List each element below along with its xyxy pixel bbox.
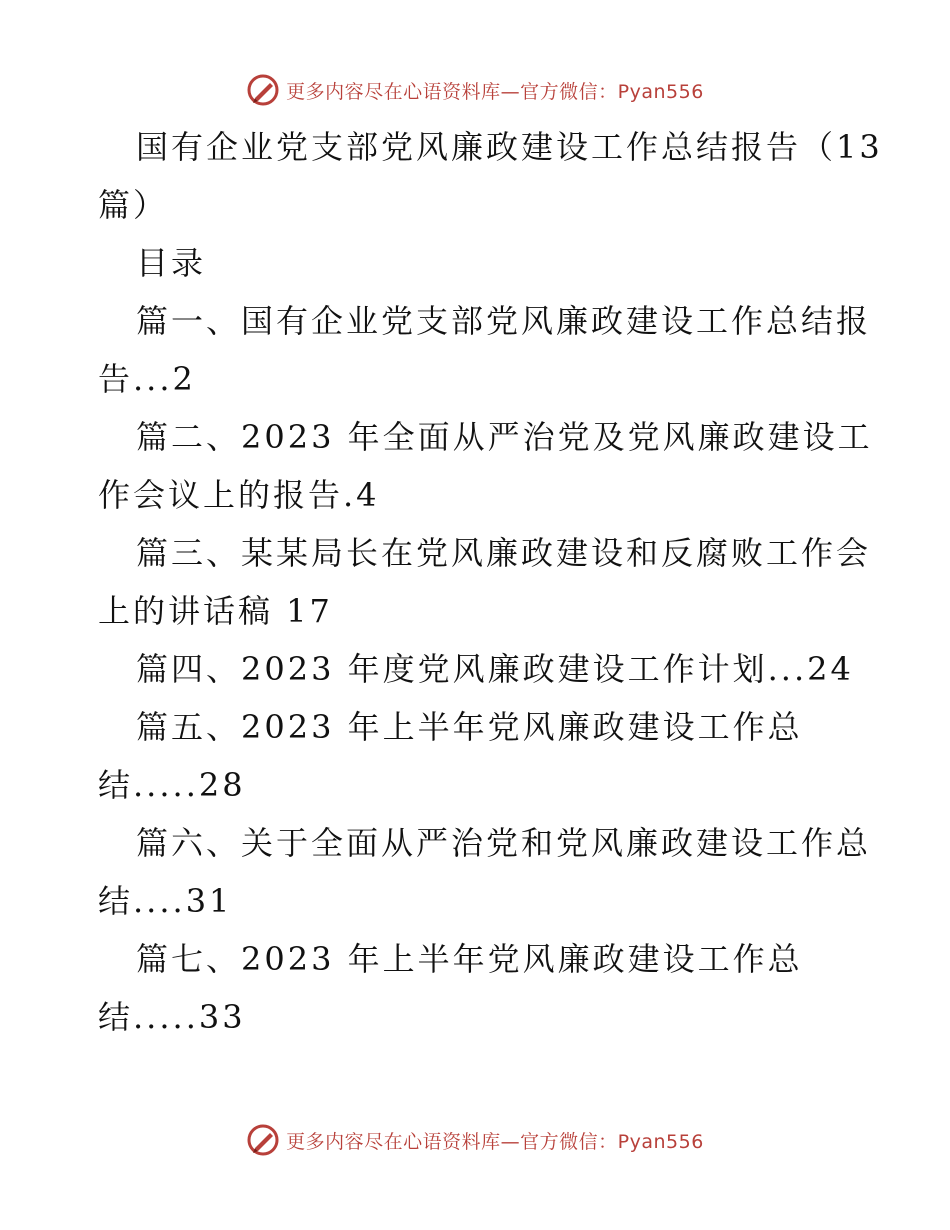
header-watermark bbox=[0, 70, 950, 110]
document-line: 结.....28 bbox=[98, 766, 246, 804]
document-line: 篇六、关于全面从严治党和党风廉政建设工作总 bbox=[136, 824, 872, 862]
document-line: 告...2 bbox=[98, 360, 196, 398]
document-body bbox=[98, 118, 883, 1046]
document-line: 篇五、2023 年上半年党风廉政建设工作总 bbox=[136, 708, 803, 746]
pen-seal-logo-icon bbox=[246, 1123, 280, 1157]
document-line: 国有企业党支部党风廉政建设工作总结报告（13 bbox=[136, 128, 883, 166]
watermark-text: 更多内容尽在心语资料库—官方微信：Pyan556 bbox=[286, 80, 704, 103]
document-line: 结.....33 bbox=[98, 998, 246, 1036]
watermark-text: 更多内容尽在心语资料库—官方微信：Pyan556 bbox=[286, 1130, 704, 1153]
document-line: 篇四、2023 年度党风廉政建设工作计划...24 bbox=[136, 650, 854, 688]
document-line: 作会议上的报告.4 bbox=[98, 476, 380, 514]
document-line: 篇） bbox=[98, 186, 169, 224]
footer-watermark bbox=[0, 1120, 950, 1160]
document-line: 上的讲话稿 17 bbox=[98, 592, 333, 630]
document-line: 篇七、2023 年上半年党风廉政建设工作总 bbox=[136, 940, 803, 978]
document-line: 目录 bbox=[136, 244, 207, 282]
document-line: 篇二、2023 年全面从严治党及党风廉政建设工 bbox=[136, 418, 873, 456]
document-line: 篇一、国有企业党支部党风廉政建设工作总结报 bbox=[136, 302, 872, 340]
pen-seal-logo-icon bbox=[246, 73, 280, 107]
document-line: 结....31 bbox=[98, 882, 233, 920]
document-line: 篇三、某某局长在党风廉政建设和反腐败工作会 bbox=[136, 534, 872, 572]
